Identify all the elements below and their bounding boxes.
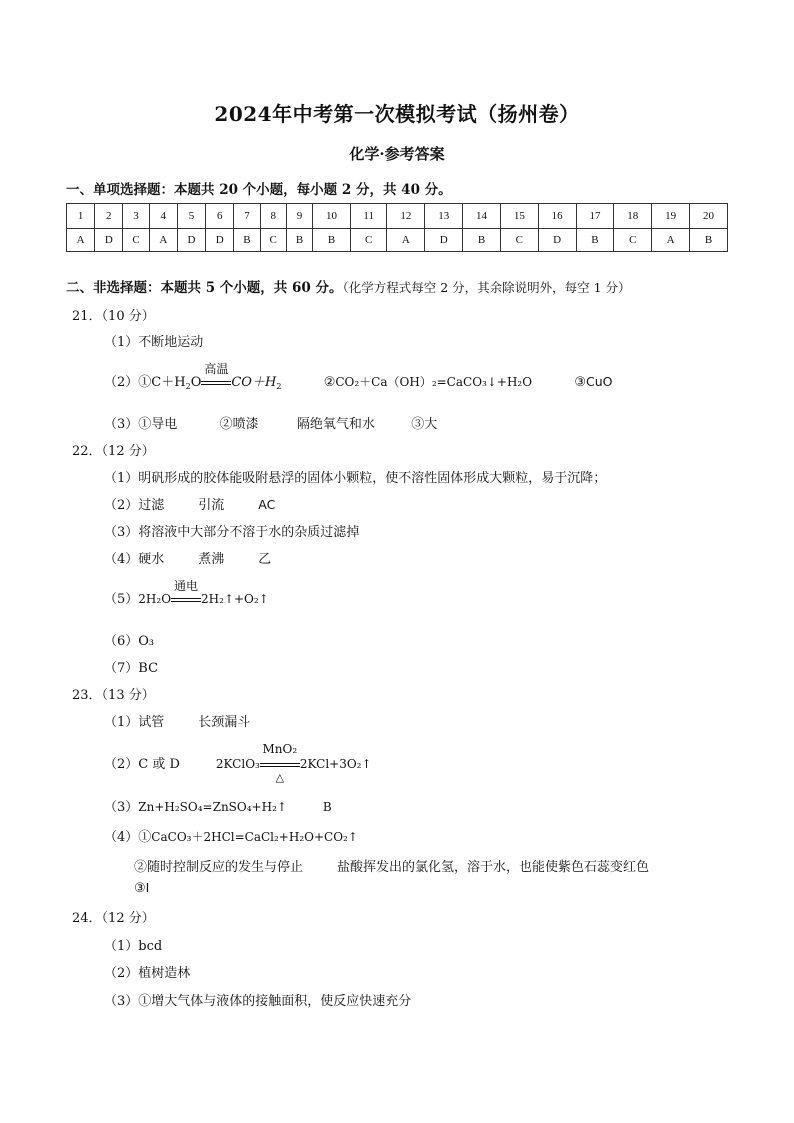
q23-part1 [104,711,250,730]
q21-part2-circle2: ② [323,375,336,390]
q21-eq1-right: CO＋H [231,375,277,390]
section2-heading [66,276,631,296]
q21-part2-circle3: ③ [574,375,587,390]
answer-table [66,203,728,252]
section1-heading: 一、单项选择题：本题共 20 个小题，每小题 2 分，共 40 分。 [66,182,452,198]
q21-part3-label: （3） [104,417,139,432]
q23-eq-condition: MnO₂ [262,742,298,756]
q22-eq-condition: 通电 [174,579,199,593]
q22-part5 [104,579,269,607]
q21-part1: （1）不断地运动 [104,335,204,350]
q23-part2 [104,742,372,784]
q24-part3-answer1: 增大气体与液体的接触面积，使反应快速充分 [151,994,412,1009]
q24-part3 [104,990,411,1009]
q21-eq1-right-sub: 2 [276,382,282,391]
q21-part3-answer2: 喷漆 [232,417,259,432]
q23-part3-eq: Zn+H₂SO₄=ZnSO₄+H₂↑ [138,800,287,814]
q21-part3-circle1: ① [138,417,152,432]
answer-table-answer-cell: C [123,229,149,252]
q21-part3-circle2: ② [219,417,233,432]
q23-part4-line3 [134,880,149,896]
q22-part4 [104,548,271,567]
q21-part3-circle3: ③ [411,417,425,432]
q22-eq-left: 2H₂O [138,592,172,606]
page-subtitle: 化学·参考答案 [349,145,445,163]
q23-part4-label: （4） [104,830,139,845]
answer-table-answer-cell: C [500,229,538,252]
q21-part3-answer2b: 隔绝氧气和水 [296,417,375,432]
q23-part4-circle1: ① [138,830,152,845]
answer-table-answer-cell: B [286,229,312,252]
q23-part1-b: 长颈漏斗 [198,715,251,730]
answer-table-answer-cell: D [95,229,123,252]
answer-table-number-cell: 11 [350,204,387,229]
q23-heading: 23．（13 分） [72,688,155,703]
answer-table-answer-cell: B [689,229,727,252]
answer-table-number-cell: 9 [286,204,312,229]
q23-part4-circle2: ② [134,860,148,875]
answer-table-number-cell: 7 [234,204,260,229]
q23-part4-answer2: 随时控制反应的发生与停止 [147,860,304,875]
q22-part4-label: （4）硬水 [104,552,165,567]
answer-table-number-cell: 17 [576,204,614,229]
answer-table-number-cell: 14 [463,204,501,229]
answer-table-answer-cell: D [177,229,205,252]
answer-table-answer-cell: A [652,229,690,252]
q21-part2-label: （2） [104,375,139,390]
q22-part2-label: （2）过滤 [104,498,165,513]
q24-part1: （1）bcd [104,939,163,954]
q21-part2 [104,362,613,391]
q21-eq1-o: O [190,375,202,390]
answer-table-number-cell: 5 [177,204,205,229]
answer-table-answer-cell: A [149,229,177,252]
q22-eq-arrow [171,579,201,607]
q24-part2: （2）植树造林 [104,966,191,981]
q23-part4-answer3: I [145,880,150,895]
q23-part3-label: （3） [104,800,139,815]
answer-table-number-cell: 10 [313,204,351,229]
q21-eq1-sub: 2 [185,382,191,391]
q21-part3-answer1: 导电 [151,417,178,432]
answer-table-answer-row [67,229,728,252]
q21-eq2: CO₂＋Ca（OH）₂=CaCO₃↓+H₂O [335,375,533,389]
section2-heading-text: 二、非选择题：本题共 5 个小题，共 60 分。 [66,280,343,296]
answer-table-answer-cell: A [387,229,425,252]
answer-table-answer-cell: B [313,229,351,252]
q22-part4-b: 煮沸 [198,552,225,567]
q24-heading: 24．（12 分） [72,911,155,926]
q22-part2-c: AC [258,497,276,512]
answer-table-answer-cell: D [538,229,576,252]
answer-table-number-cell: 13 [425,204,463,229]
answer-table-number-cell: 8 [260,204,286,229]
answer-table-number-cell: 1 [67,204,95,229]
q22-part4-c: 乙 [258,552,272,567]
q24-part3-label: （3） [104,994,139,1009]
q22-part2 [104,494,275,513]
q23-eq-heat: △ [275,771,285,784]
q23-part4-eq: CaCO₃＋2HCl=CaCl₂+H₂O+CO₂↑ [151,830,358,844]
answer-table-number-cell: 6 [206,204,234,229]
q23-eq-right: 2KCl+3O₂↑ [299,757,372,771]
page-title: 2024年中考第一次模拟考试（扬州卷） [214,102,580,126]
answer-table-answer-cell: C [614,229,652,252]
answer-table-number-cell: 18 [614,204,652,229]
answer-table-number-cell: 3 [123,204,149,229]
answer-table-number-cell: 19 [652,204,690,229]
answer-table-answer-cell: D [206,229,234,252]
q21-part2-circle1: ① [138,375,152,390]
section2-note: （化学方程式每空 2 分，其余除说明外，每空 1 分） [342,280,631,295]
answer-table-number-row [67,204,728,229]
q21-part3-answer3: 大 [424,417,438,432]
q23-part3 [104,796,332,815]
q23-part2-label: （2）C 或 D [104,757,180,772]
answer-table-number-cell: 20 [689,204,727,229]
answer-table-number-cell: 4 [149,204,177,229]
q21-part3 [104,413,437,432]
q24-part3-circle1: ① [138,994,152,1009]
answer-table-answer-cell: C [260,229,286,252]
answer-table-answer-cell: B [234,229,260,252]
answer-table-answer-cell: B [576,229,614,252]
answer-table-answer-cell: D [425,229,463,252]
q22-part1: （1）明矾形成的胶体能吸附悬浮的固体小颗粒，使不溶性固体形成大颗粒，易于沉降； [104,471,607,486]
q23-part4-circle3: ③ [134,881,146,896]
q23-part4-answer2b: 盐酸挥发出的氯化氢，溶于水，也能使紫色石蕊变红色 [337,860,650,875]
q22-eq-right: 2H₂↑+O₂↑ [201,592,269,606]
q22-part3: （3）将溶液中大部分不溶于水的杂质过滤掉 [104,525,360,540]
q21-eq1-left: C＋H [151,375,186,390]
q21-eq1-condition: 高温 [204,362,229,376]
q23-eq-left: 2KClO₃ [215,757,260,771]
answer-table-number-cell: 12 [387,204,425,229]
q23-eq-arrow [260,742,300,784]
answer-table-answer-cell: C [350,229,387,252]
q21-part2-answer3: CuO [586,374,613,389]
q22-part7: （7）BC [104,661,159,676]
q23-part4 [104,826,358,845]
q22-heading: 22．（12 分） [72,444,155,459]
q23-part3-b: B [322,800,332,814]
answer-table-number-cell: 15 [500,204,538,229]
q22-part6: （6）O₃ [104,634,155,649]
q22-part5-label: （5） [104,592,139,607]
answer-table-answer-cell: A [67,229,95,252]
q23-part1-label: （1）试管 [104,715,165,730]
q23-part4-line2 [134,856,649,875]
answer-table-number-cell: 2 [95,204,123,229]
answer-table-number-cell: 16 [538,204,576,229]
q21-heading: 21．（10 分） [72,309,155,324]
q21-eq1-arrow [201,362,231,390]
q22-part2-b: 引流 [198,498,225,513]
answer-table-answer-cell: B [463,229,501,252]
